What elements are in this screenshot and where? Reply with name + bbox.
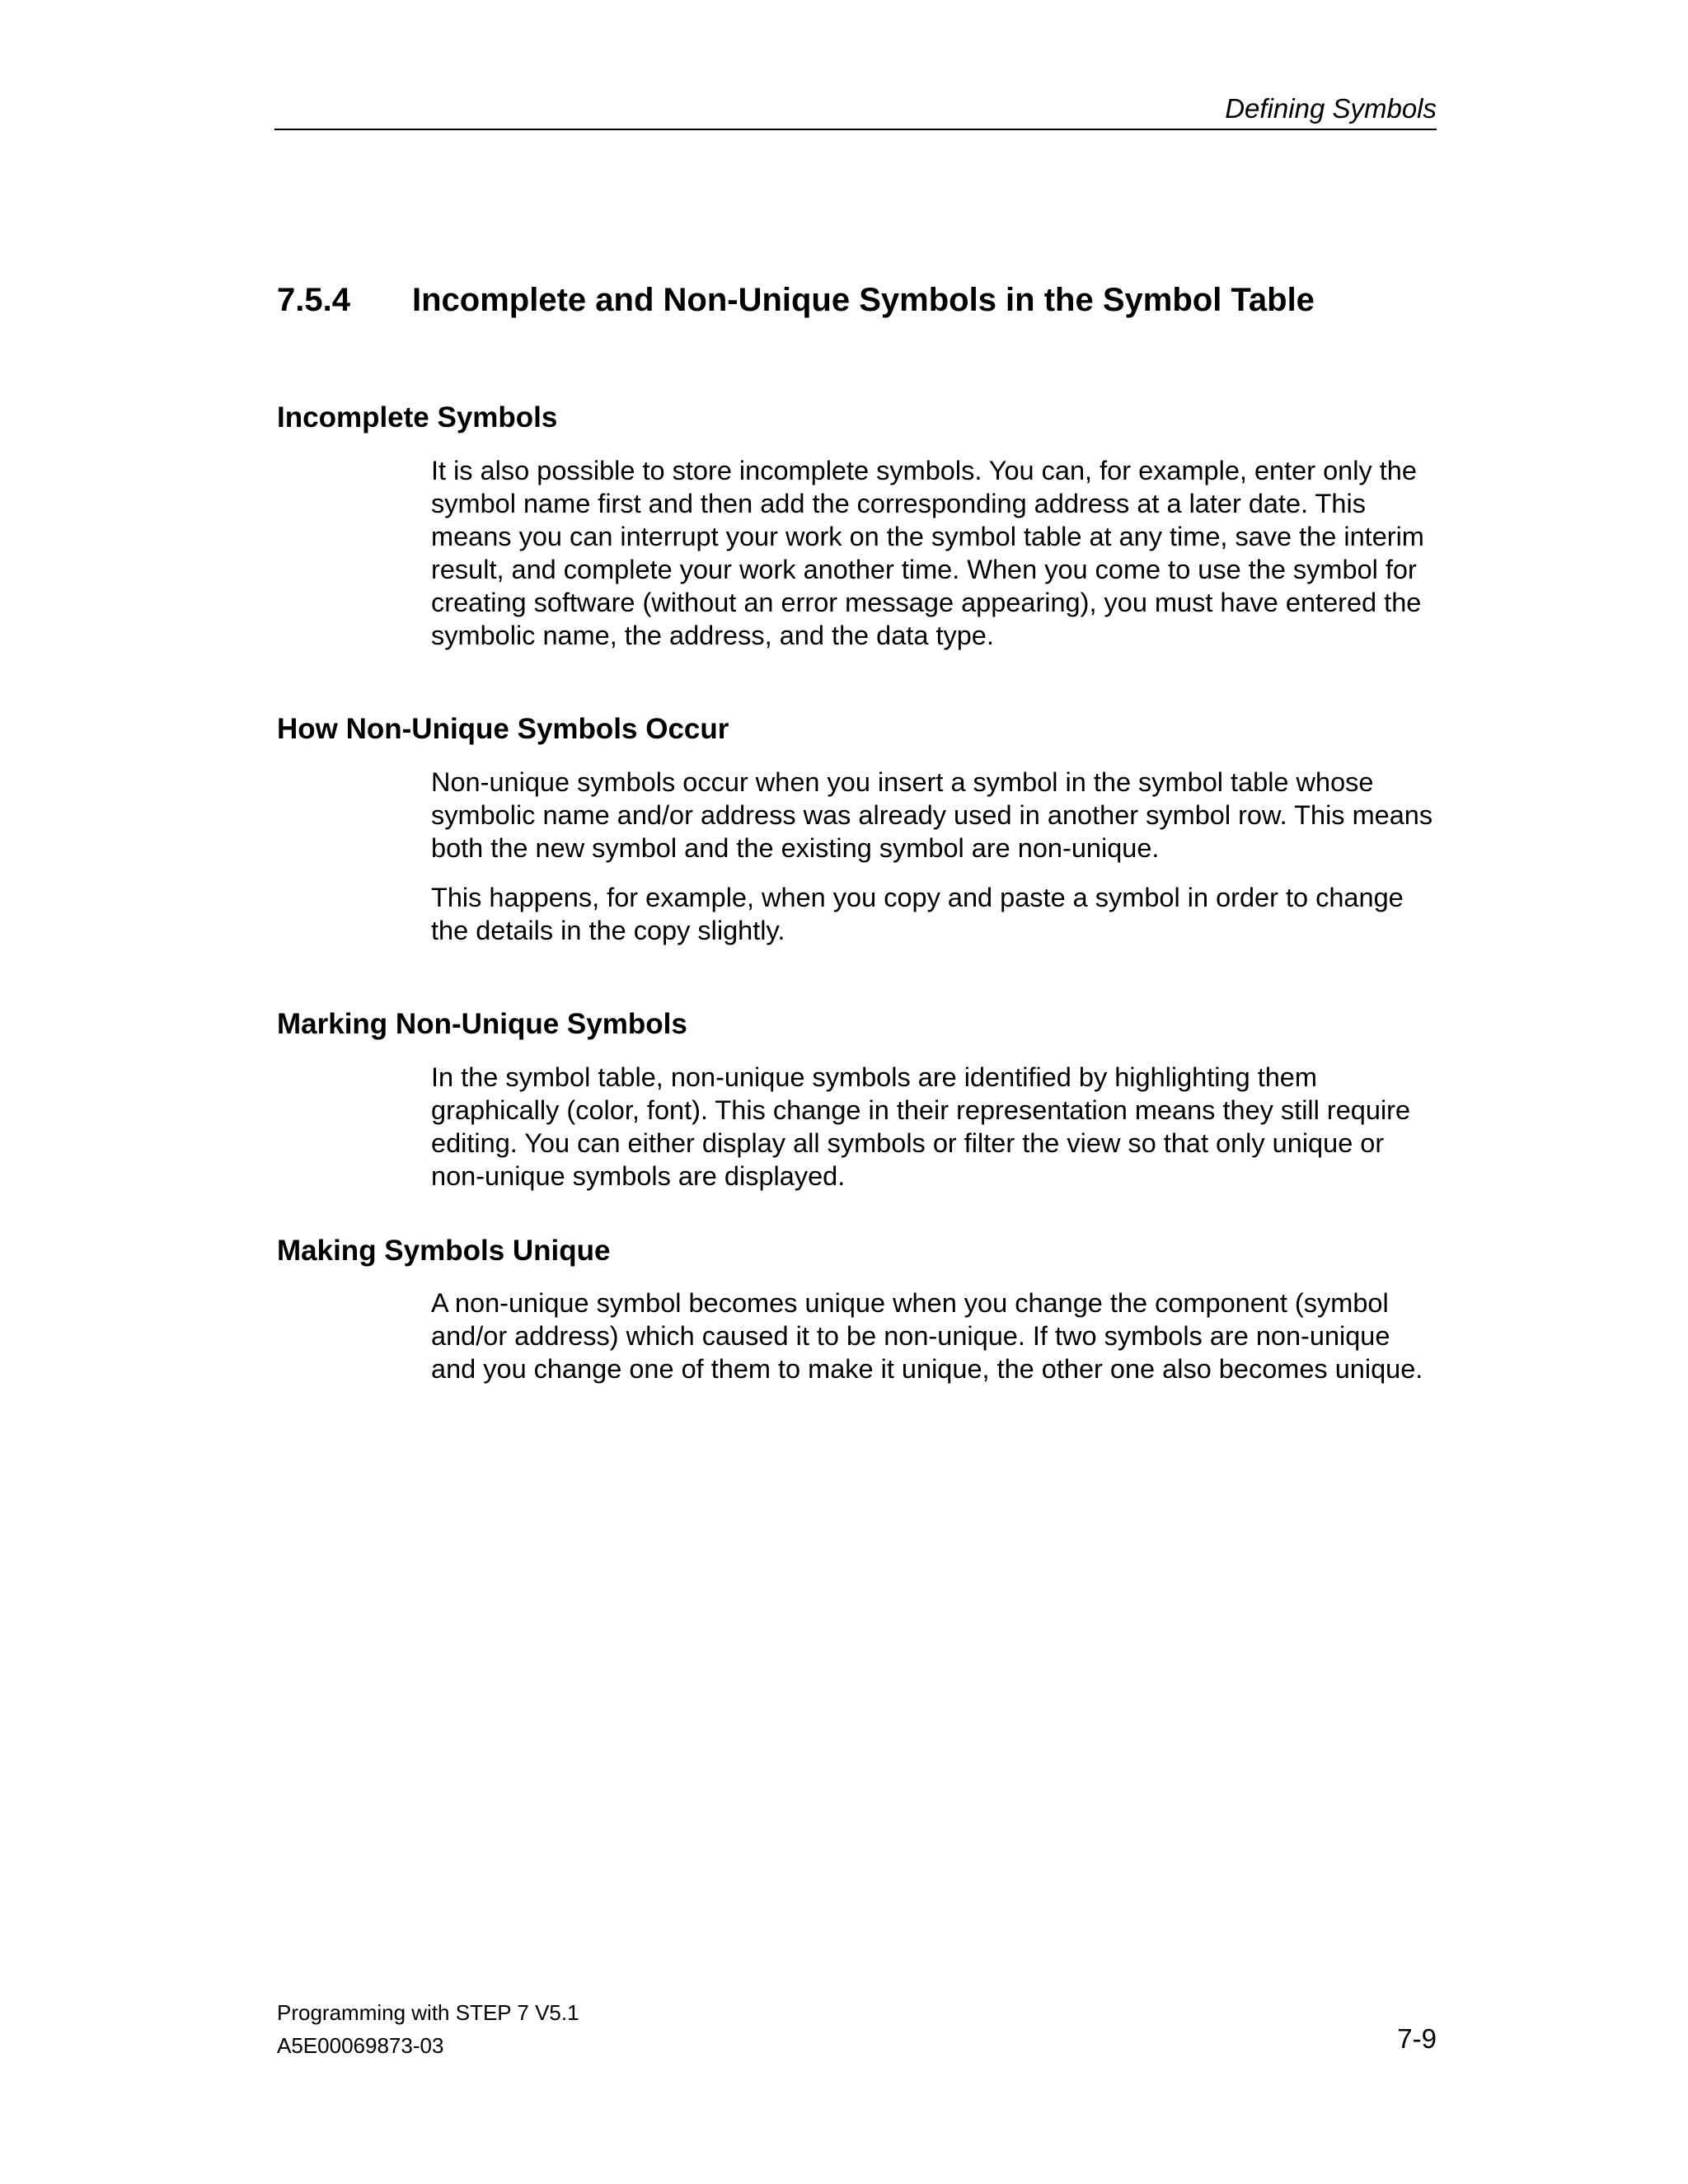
subsection-body-marking-non-unique-symbols (431, 1061, 1441, 1193)
paragraph: A non-unique symbol becomes unique when you change the component (symbol and/or address) which caused it to be non-unique. If two symbols are non-unique and you change one of them to make it unique, the other one also becomes unique. (431, 1288, 1423, 1384)
section-title: Incomplete and Non-Unique Symbols in the Symbol Table (412, 282, 1315, 318)
section-number: 7.5.4 (277, 282, 350, 318)
running-header-title: Defining Symbols (1225, 93, 1437, 124)
paragraph: This happens, for example, when you copy and paste a symbol in order to change the details in the copy slightly. (431, 883, 1404, 945)
subsection-body-making-symbols-unique (431, 1286, 1441, 1385)
subsection-heading-marking-non-unique-symbols: Marking Non-Unique Symbols (277, 1008, 687, 1040)
section-heading (277, 280, 1315, 320)
subsection-heading-making-symbols-unique: Making Symbols Unique (277, 1235, 611, 1267)
paragraph: In the symbol table, non-unique symbols are identified by highlighting them graphically (color, font). This change in their representation means they still require editing. You can either display all symbols or filter the view so that only unique or non-unique symbols are displayed. (431, 1062, 1411, 1191)
footer-manual-title: Programming with STEP 7 V5.1 (277, 2000, 579, 2025)
subsection-heading-incomplete-symbols: Incomplete Symbols (277, 401, 558, 434)
subsection-body-how-non-unique-symbols-occur (431, 766, 1441, 947)
footer-document-info (277, 1996, 579, 2062)
subsection-heading-how-non-unique-symbols-occur: How Non-Unique Symbols Occur (277, 713, 729, 745)
paragraph: It is also possible to store incomplete symbols. You can, for example, enter only the symbol name first and then add the corresponding address at a later date. This means you can interrupt your work on the symbol table at any time, save the interim result, and complete your work another time. When you come to use the symbol for creating software (without an error message appearing), you must have entered the symbolic name, the address, and the data type. (431, 456, 1424, 650)
subsection-body-incomplete-symbols (431, 454, 1441, 652)
running-header (274, 89, 1437, 130)
footer-document-number: A5E00069873-03 (277, 2033, 444, 2058)
paragraph: Non-unique symbols occur when you insert a symbol in the symbol table whose symbolic name and/or address was already used in another symbol row. This means both the new symbol and the existing symbol are non-unique. (431, 767, 1433, 863)
footer-page-number: 7-9 (1397, 2023, 1437, 2054)
